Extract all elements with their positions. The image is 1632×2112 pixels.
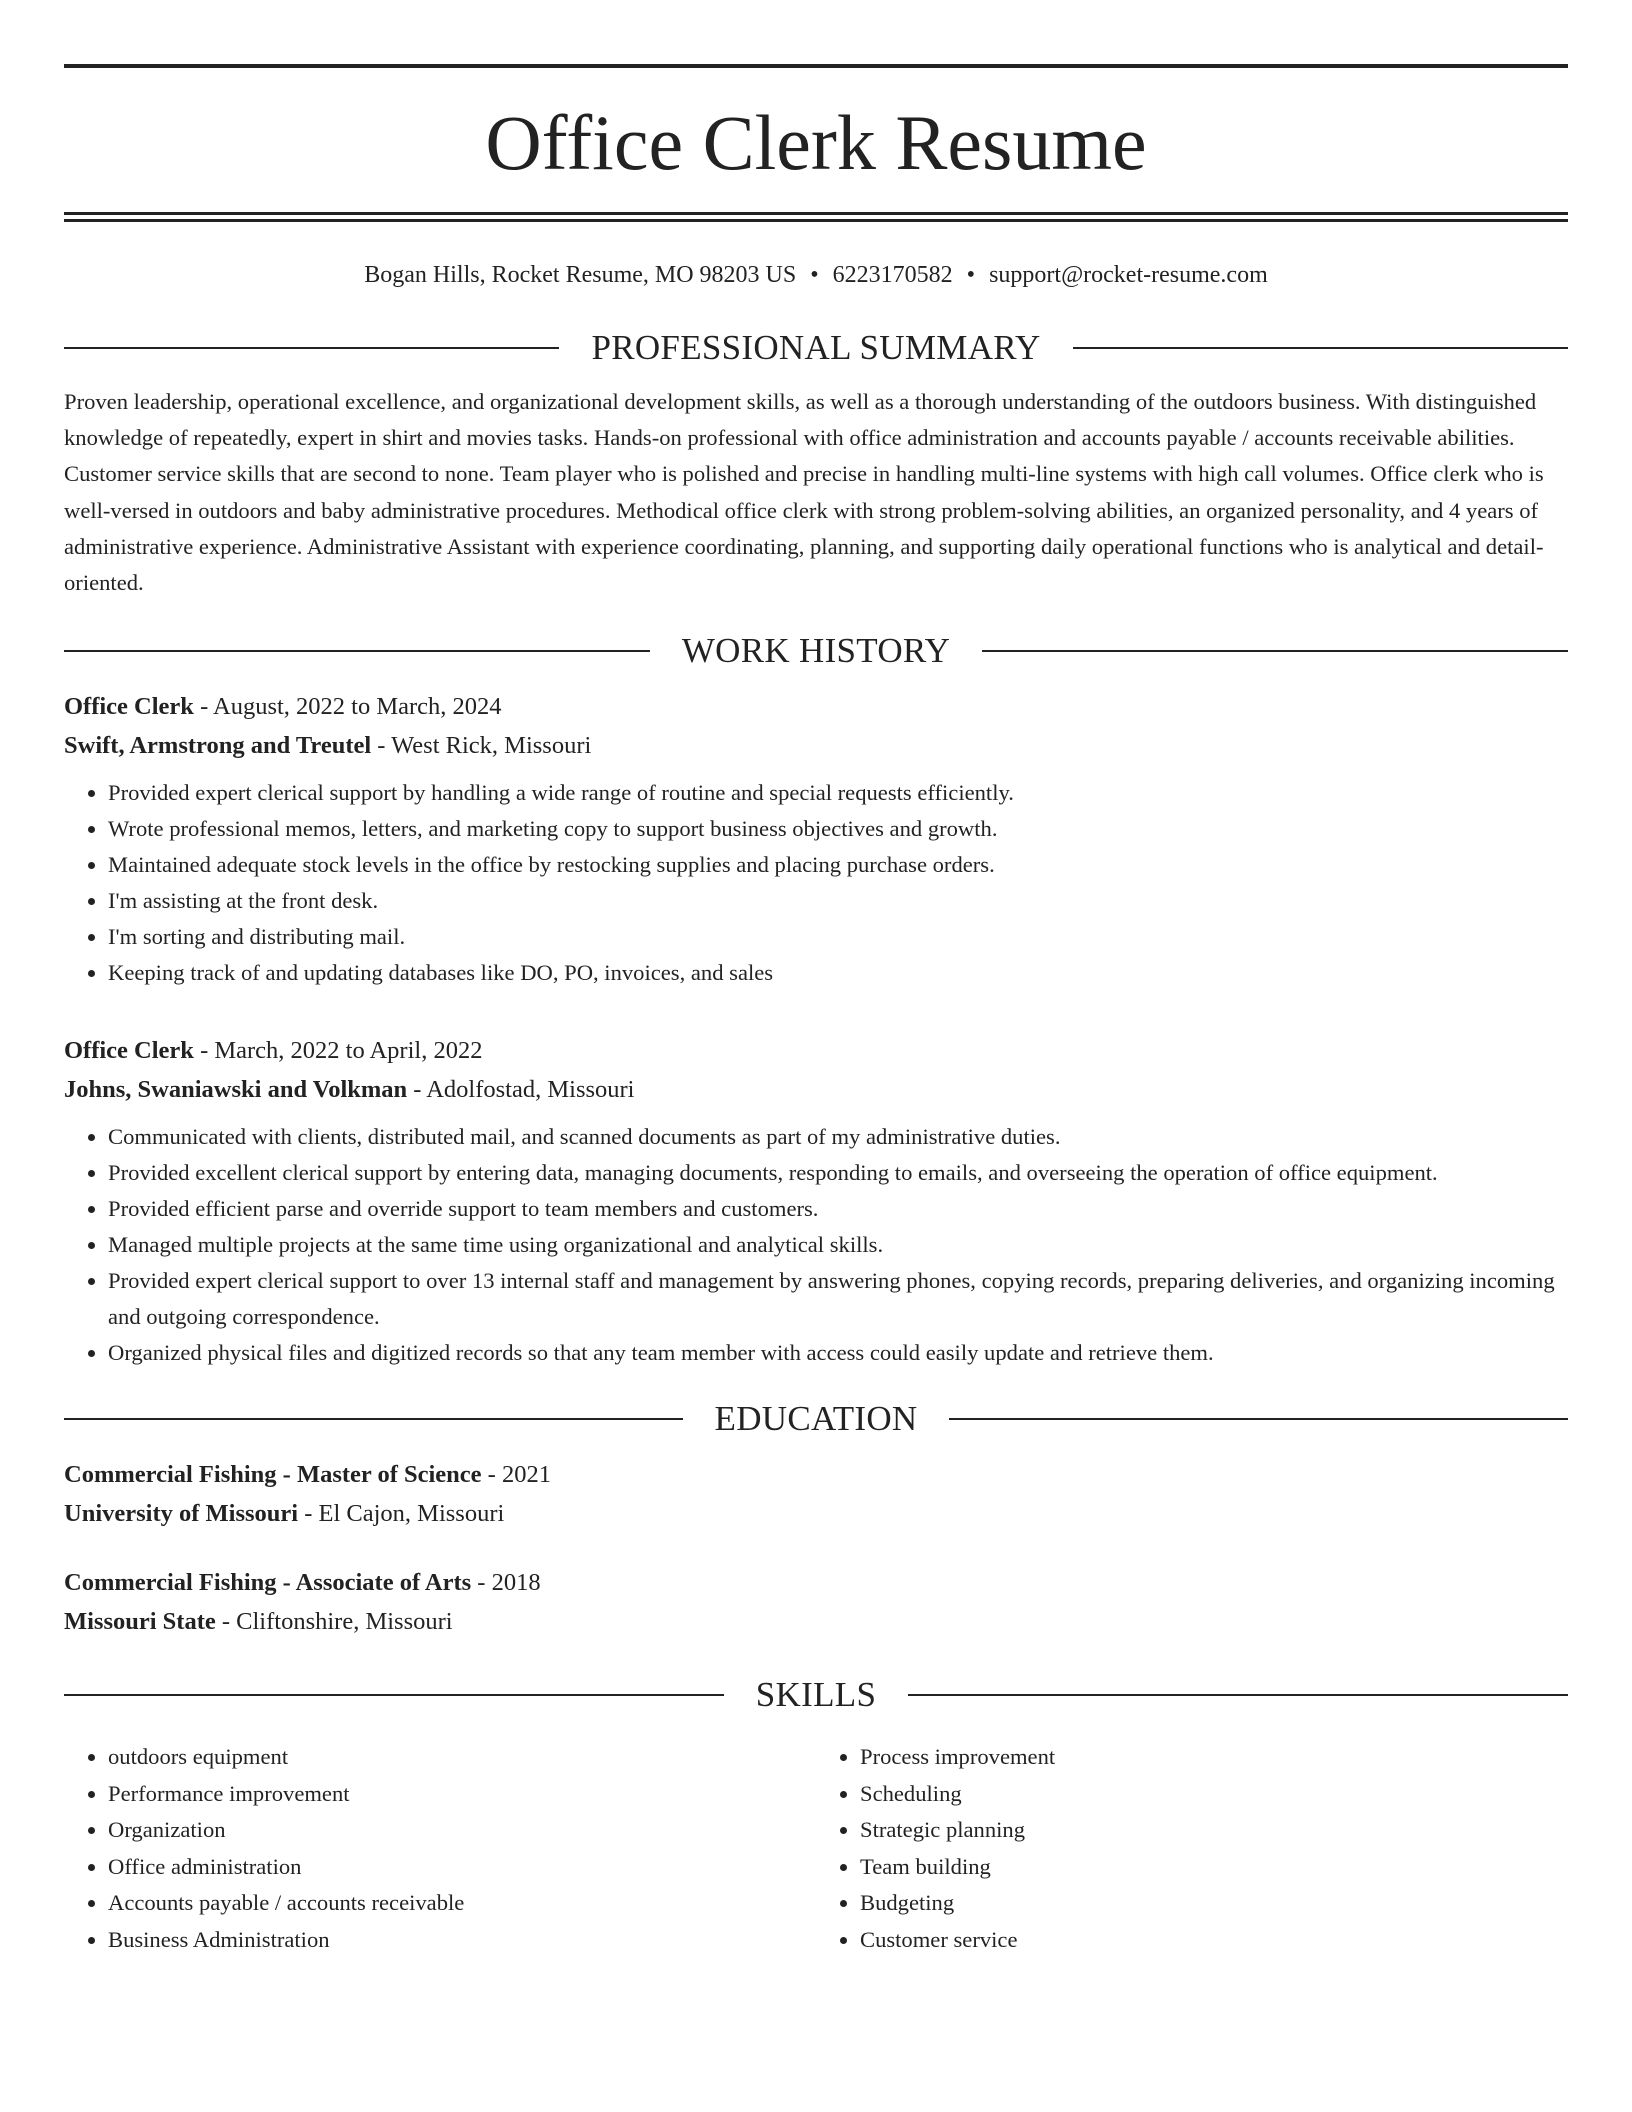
skill-item: • outdoors equipment bbox=[108, 1739, 816, 1776]
skill-item: • Team building bbox=[860, 1849, 1568, 1886]
job-company-line bbox=[64, 726, 1568, 765]
school-line bbox=[64, 1602, 1568, 1641]
contact-separator: • bbox=[810, 262, 819, 288]
contact-phone: 6223170582 bbox=[832, 262, 953, 288]
job-company-line bbox=[64, 1070, 1568, 1109]
contact-line bbox=[64, 260, 1568, 290]
job-entry bbox=[64, 687, 1568, 991]
section-title: SKILLS bbox=[755, 1675, 877, 1715]
section-title: PROFESSIONAL SUMMARY bbox=[591, 328, 1041, 367]
degree-year: - 2021 bbox=[481, 1461, 551, 1489]
contact-separator: • bbox=[966, 262, 976, 288]
job-title: Office Clerk bbox=[64, 1037, 194, 1065]
section-title: EDUCATION bbox=[714, 1399, 918, 1439]
job-title: Office Clerk bbox=[64, 693, 194, 721]
job-company: Johns, Swaniawski and Volkman bbox=[64, 1076, 408, 1104]
heading-rule-left bbox=[64, 650, 650, 652]
heading-rule-right bbox=[982, 650, 1568, 652]
heading-rule-right bbox=[908, 1694, 1568, 1696]
list-item: • Provided expert clerical support by handling a wide range of routine and special requests efficiently. bbox=[108, 775, 1568, 811]
section-heading-summary bbox=[64, 328, 1568, 368]
skill-item: • Organization bbox=[108, 1812, 816, 1849]
skill-item: • Process improvement bbox=[860, 1739, 1568, 1776]
job-bullets bbox=[64, 775, 1568, 991]
list-item: • Wrote professional memos, letters, and marketing copy to support business objectives and growth. bbox=[108, 811, 1568, 847]
degree: Commercial Fishing - Associate of Arts bbox=[64, 1569, 472, 1597]
degree: Commercial Fishing - Master of Science bbox=[64, 1461, 482, 1489]
job-bullets bbox=[64, 1119, 1568, 1371]
heading-rule-left bbox=[64, 1418, 683, 1420]
heading-rule-right bbox=[949, 1418, 1568, 1420]
summary-text: Proven leadership, operational excellence, and organizational development skills, as well as a thorough understanding of the outdoors business. With distinguished knowledge of repeatedly, expert in shirt and movies tasks. Hands-on professional with office administration and accounts payable / accounts receivable abilities. Customer service skills that are second to none. Team player who is polished and precise in handling multi-line systems with high call volumes. Office clerk who is well-versed in outdoors and baby administrative procedures. Methodical office clerk with strong problem-solving abilities, an organized personality, and 4 years of administrative experience. Administrative Assistant with experience coordinating, planning, and supporting daily operational functions who is analytical and detail-oriented. bbox=[64, 389, 1544, 596]
education-entry bbox=[64, 1563, 1568, 1641]
job-dates: - March, 2022 to April, 2022 bbox=[193, 1037, 483, 1065]
resume-title: Office Clerk Resume bbox=[485, 99, 1147, 186]
skill-item: • Budgeting bbox=[860, 1885, 1568, 1922]
job-entry bbox=[64, 1031, 1568, 1371]
resume-page bbox=[64, 64, 1568, 1958]
list-item: • Provided expert clerical support to over 13 internal staff and management by answering phones, copying records, preparing deliveries, and organizing incoming and outgoing correspondence. bbox=[108, 1263, 1568, 1335]
school: University of Missouri bbox=[64, 1500, 299, 1528]
title-double-rule bbox=[64, 212, 1568, 222]
contact-email: support@rocket-resume.com bbox=[989, 262, 1268, 288]
section-heading-education bbox=[64, 1399, 1568, 1439]
degree-line bbox=[64, 1455, 1568, 1494]
section-title: WORK HISTORY bbox=[681, 631, 951, 671]
skills-columns bbox=[64, 1739, 1568, 1958]
list-item: • Managed multiple projects at the same time using organizational and analytical skills. bbox=[108, 1227, 1568, 1263]
school: Missouri State bbox=[64, 1608, 216, 1636]
section-heading-skills bbox=[64, 1675, 1568, 1715]
skill-item: • Performance improvement bbox=[108, 1776, 816, 1813]
job-title-line bbox=[64, 687, 1568, 726]
education-entry bbox=[64, 1455, 1568, 1533]
skill-item: • Customer service bbox=[860, 1922, 1568, 1959]
list-item: • Organized physical files and digitized records so that any team member with access could easily update and retrieve them. bbox=[108, 1335, 1568, 1371]
school-line bbox=[64, 1494, 1568, 1533]
skills-list-right bbox=[816, 1739, 1568, 1958]
job-company: Swift, Armstrong and Treutel bbox=[64, 732, 372, 760]
skill-item: • Scheduling bbox=[860, 1776, 1568, 1813]
job-location: - West Rick, Missouri bbox=[371, 732, 592, 760]
list-item: • I'm sorting and distributing mail. bbox=[108, 919, 1568, 955]
heading-rule-right bbox=[1073, 347, 1568, 349]
list-item: • Maintained adequate stock levels in the office by restocking supplies and placing purchase orders. bbox=[108, 847, 1568, 883]
skill-item: • Business Administration bbox=[108, 1922, 816, 1959]
job-location: - Adolfostad, Missouri bbox=[407, 1076, 635, 1104]
skill-item: • Accounts payable / accounts receivable bbox=[108, 1885, 816, 1922]
heading-rule-left bbox=[64, 347, 559, 349]
skill-item: • Strategic planning bbox=[860, 1812, 1568, 1849]
list-item: • Keeping track of and updating databases like DO, PO, invoices, and sales bbox=[108, 955, 1568, 991]
contact-address: Bogan Hills, Rocket Resume, MO 98203 US bbox=[364, 262, 797, 288]
heading-rule-left bbox=[64, 1694, 724, 1696]
list-item: • I'm assisting at the front desk. bbox=[108, 883, 1568, 919]
list-item: • Provided excellent clerical support by entering data, managing documents, responding to emails, and overseeing the operation of office equipment. bbox=[108, 1155, 1568, 1191]
skills-list-left bbox=[64, 1739, 816, 1958]
job-dates: - August, 2022 to March, 2024 bbox=[193, 693, 502, 721]
section-heading-work-history bbox=[64, 631, 1568, 671]
list-item: • Provided efficient parse and override support to team members and customers. bbox=[108, 1191, 1568, 1227]
top-rule bbox=[64, 64, 1568, 68]
list-item: • Communicated with clients, distributed mail, and scanned documents as part of my administrative duties. bbox=[108, 1119, 1568, 1155]
school-location: - Cliftonshire, Missouri bbox=[215, 1608, 453, 1636]
degree-year: - 2018 bbox=[471, 1569, 541, 1597]
job-title-line bbox=[64, 1031, 1568, 1070]
school-location: - El Cajon, Missouri bbox=[298, 1500, 505, 1528]
skill-item: • Office administration bbox=[108, 1849, 816, 1886]
degree-line bbox=[64, 1563, 1568, 1602]
